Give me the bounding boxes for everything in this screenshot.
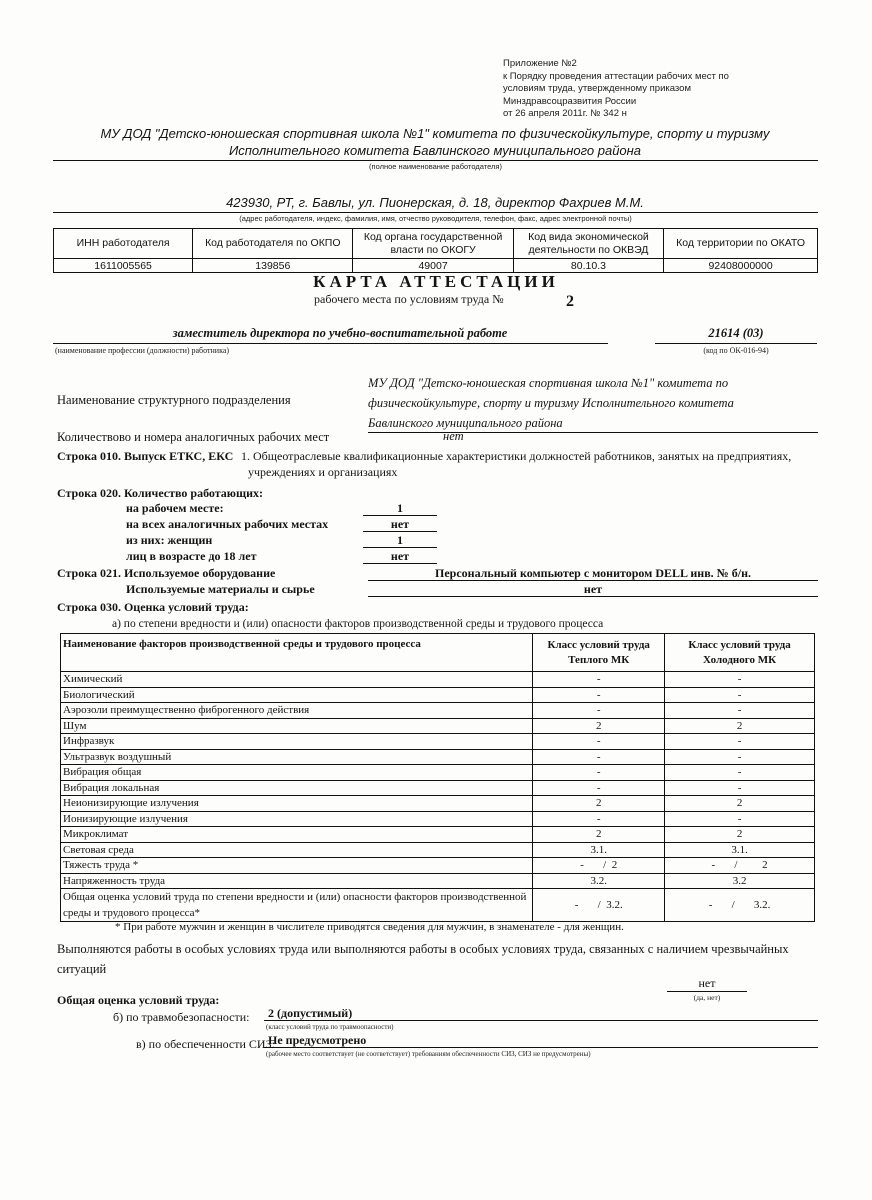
profession-caption: (наименование профессии (должности) работника) [55, 346, 230, 355]
profession-code-rule [655, 343, 817, 344]
row020-label: Строка 020. Количество работающих: [57, 486, 264, 500]
factor-class-warm: - [533, 780, 665, 796]
row020-item-label: на рабочем месте: [126, 501, 224, 515]
factor-class-warm: - [533, 734, 665, 750]
codes-header-okato: Код территории по ОКАТО [664, 229, 818, 259]
factor-row [61, 718, 815, 734]
factor-class-cold: - [665, 703, 815, 719]
factor-name: Ультразвук воздушный [61, 749, 533, 765]
factors-header-warm: Класс условий труда Теплого МК [533, 634, 665, 672]
employer-name-rule [53, 160, 818, 161]
materials-label: Используемые материалы и сырье [126, 582, 315, 596]
employer-address-caption: (адрес работодателя, индекс, фамилия, имя, отчество руководителя, телефон, факс, адрес электронной почты) [239, 214, 632, 223]
factor-class-warm: - [533, 703, 665, 719]
factor-row [61, 780, 815, 796]
factors-table [60, 633, 815, 922]
codes-value-okogu: 49007 [353, 259, 513, 273]
unit-label: Наименование структурного подразделения [57, 393, 291, 407]
overall-c-rule [264, 1047, 818, 1048]
factor-name: Биологический [61, 687, 533, 703]
factor-name: Тяжесть труда * [61, 858, 533, 874]
factor-name: Неионизирующие излучения [61, 796, 533, 812]
overall-b-rule [264, 1020, 818, 1021]
overall-c-label: в) по обеспеченности СИЗ: [136, 1037, 275, 1051]
factors-header-cold: Класс условий труда Холодного МК [665, 634, 815, 672]
overall-c-value: Не предусмотрено [268, 1033, 367, 1047]
factor-class-cold: - [665, 780, 815, 796]
analog-label: Количествово и номера аналогичных рабочих мест [57, 430, 330, 444]
row020-item-label: лиц в возрасте до 18 лет [126, 549, 257, 563]
unit-value-line: Бавлинского муниципального района [368, 416, 563, 430]
row010-value-cont: учреждениях и организациях [248, 465, 398, 479]
unit-value-line: физическойкультуре, спорту и туризму Исполнительного комитета [368, 396, 734, 410]
factor-row [61, 749, 815, 765]
card-subtitle: рабочего места по условиям труда № [314, 292, 504, 306]
factor-name: Вибрация общая [61, 765, 533, 781]
employer-name-line: Исполнительного комитета Бавлинского муниципального района [228, 143, 642, 158]
special-conditions-rule [667, 991, 747, 992]
factor-row [61, 889, 815, 922]
factor-class-warm: 3.1. [533, 842, 665, 858]
factor-row [61, 765, 815, 781]
factor-class-warm: - [533, 765, 665, 781]
row020-item-value: нет [363, 517, 437, 532]
unit-rule [368, 432, 818, 433]
special-conditions-text: Выполняются работы в особых условиях труда или выполняются работы в особых условиях труда, связанных с наличием чрезвычайных ситуаций [57, 942, 789, 976]
profession-code: 21614 (03) [708, 326, 764, 340]
factor-class-cold: 2 [665, 796, 815, 812]
row021-label: Строка 021. Используемое оборудование [57, 566, 276, 580]
special-conditions-caption: (да, нет) [693, 993, 721, 1002]
analog-value: нет [443, 429, 464, 443]
equipment-value: Персональный компьютер с монитором DELL инв. № б/н. [368, 566, 818, 581]
factor-class-warm: - [533, 672, 665, 688]
factor-class-warm: - [533, 687, 665, 703]
row020-item-label: из них: женщин [126, 533, 213, 547]
codes-header-okved: Код вида экономической деятельности по ОКВЭД [513, 229, 663, 259]
factor-row [61, 703, 815, 719]
factor-row [61, 827, 815, 843]
factor-class-warm: - / 2 [533, 858, 665, 874]
materials-value: нет [368, 582, 818, 597]
factor-class-cold: - [665, 687, 815, 703]
appendix-line: к Порядку проведения аттестации рабочих мест по [503, 70, 729, 82]
factor-row [61, 796, 815, 812]
row020-item-value: 1 [363, 501, 437, 516]
employer-address-rule [53, 212, 818, 213]
factor-row [61, 858, 815, 874]
footnote: * При работе мужчин и женщин в числителе приводятся сведения для мужчин, в знаменателе - для женщин. [115, 921, 624, 933]
appendix-note [503, 58, 729, 121]
row010-label: Строка 010. Выпуск ЕТКС, ЕКС [57, 449, 234, 463]
factor-name: Шум [61, 718, 533, 734]
row030-label: Строка 030. Оценка условий труда: [57, 600, 249, 614]
employer-name-caption: (полное наименование работодателя) [369, 162, 502, 171]
employer-address: 423930, РТ, г. Бавлы, ул. Пионерская, д. 18, директор Фахриев М.М. [226, 195, 644, 210]
overall-c-caption: (рабочее место соответствует (не соответствует) требованиям обеспеченности СИЗ, СИЗ не предусмотрены) [266, 1050, 591, 1058]
factor-class-warm: - [533, 811, 665, 827]
factor-name: Аэрозоли преимущественно фиброгенного действия [61, 703, 533, 719]
factor-row [61, 873, 815, 889]
profession-rule [53, 343, 608, 344]
factor-name: Напряженность труда [61, 873, 533, 889]
factor-class-cold: 3.2 [665, 873, 815, 889]
factor-class-cold: - [665, 811, 815, 827]
factor-class-cold: 2 [665, 827, 815, 843]
codes-value-inn: 1611005565 [54, 259, 193, 273]
factor-class-cold: 3.1. [665, 842, 815, 858]
codes-value-okved: 80.10.3 [513, 259, 663, 273]
overall-label: Общая оценка условий труда: [57, 993, 220, 1007]
factor-class-cold: - [665, 734, 815, 750]
row030-sub-a: а) по степени вредности и (или) опасности факторов производственной среды и трудового процесса [112, 618, 604, 630]
factor-name: Ионизирующие излучения [61, 811, 533, 827]
factor-class-cold: - / 2 [665, 858, 815, 874]
appendix-line: от 26 апреля 2011г. № 342 н [503, 108, 627, 119]
codes-value-okpo: 139856 [193, 259, 353, 273]
codes-header-okogu: Код органа государственной власти по ОКОГУ [353, 229, 513, 259]
factor-row [61, 842, 815, 858]
factor-class-cold: - [665, 672, 815, 688]
factor-name: Общая оценка условий труда по степени вредности и (или) опасности факторов производственной среды и трудового процесса* [61, 889, 533, 922]
overall-b-label: б) по травмобезопасности: [113, 1010, 250, 1024]
row020-item-value: 1 [363, 533, 437, 548]
card-number: 2 [566, 293, 574, 310]
factor-name: Инфразвук [61, 734, 533, 750]
profession-code-caption: (код по ОК-016-94) [703, 346, 769, 355]
profession-name: заместитель директора по учебно-воспитательной работе [172, 326, 508, 340]
factors-header-row [61, 634, 815, 672]
factor-name: Вибрация локальная [61, 780, 533, 796]
factor-class-warm: 3.2. [533, 873, 665, 889]
factor-class-cold: 2 [665, 718, 815, 734]
factor-class-warm: 2 [533, 827, 665, 843]
row010-value: 1. Общеотраслевые квалификационные характеристики должностей работников, занятых на предприятиях, [241, 449, 792, 463]
factor-class-warm: - / 3.2. [533, 889, 665, 922]
unit-value-line: МУ ДОД "Детско-юношеская спортивная школа №1" комитета по [368, 376, 729, 390]
appendix-line: Приложение №2 [503, 58, 577, 69]
factor-row [61, 672, 815, 688]
factor-class-warm: 2 [533, 718, 665, 734]
factor-class-warm: - [533, 749, 665, 765]
factor-row [61, 687, 815, 703]
card-title: КАРТА АТТЕСТАЦИИ [313, 272, 559, 291]
factor-class-warm: 2 [533, 796, 665, 812]
appendix-line: условиям труда, утвержденному приказом [503, 83, 691, 94]
special-conditions-value: нет [698, 976, 716, 990]
unit-value [368, 373, 828, 433]
codes-header-okpo: Код работодателя по ОКПО [193, 229, 353, 259]
factor-row [61, 811, 815, 827]
factors-header-name: Наименование факторов производственной среды и трудового процесса [61, 634, 533, 672]
factor-class-cold: - [665, 765, 815, 781]
factor-class-cold: - [665, 749, 815, 765]
employer-name-line: МУ ДОД "Детско-юношеская спортивная школа №1" комитета по физическойкультуре, спорту и туризму [100, 126, 770, 141]
codes-header-inn: ИНН работодателя [54, 229, 193, 259]
overall-b-caption: (класс условий труда по травмоопасности) [266, 1023, 394, 1031]
row020-item-value: нет [363, 549, 437, 564]
appendix-line: Минздравсоцразвития России [503, 95, 637, 107]
factor-name: Химический [61, 672, 533, 688]
factor-class-cold: - / 3.2. [665, 889, 815, 922]
factor-name: Микроклимат [61, 827, 533, 843]
codes-value-okato: 92408000000 [664, 259, 818, 273]
row020-item-label: на всех аналогичных рабочих местах [126, 517, 329, 531]
employer-codes-table [53, 228, 818, 273]
overall-b-value: 2 (допустимый) [268, 1006, 353, 1020]
factor-name: Световая среда [61, 842, 533, 858]
employer-name [40, 125, 830, 159]
factor-row [61, 734, 815, 750]
